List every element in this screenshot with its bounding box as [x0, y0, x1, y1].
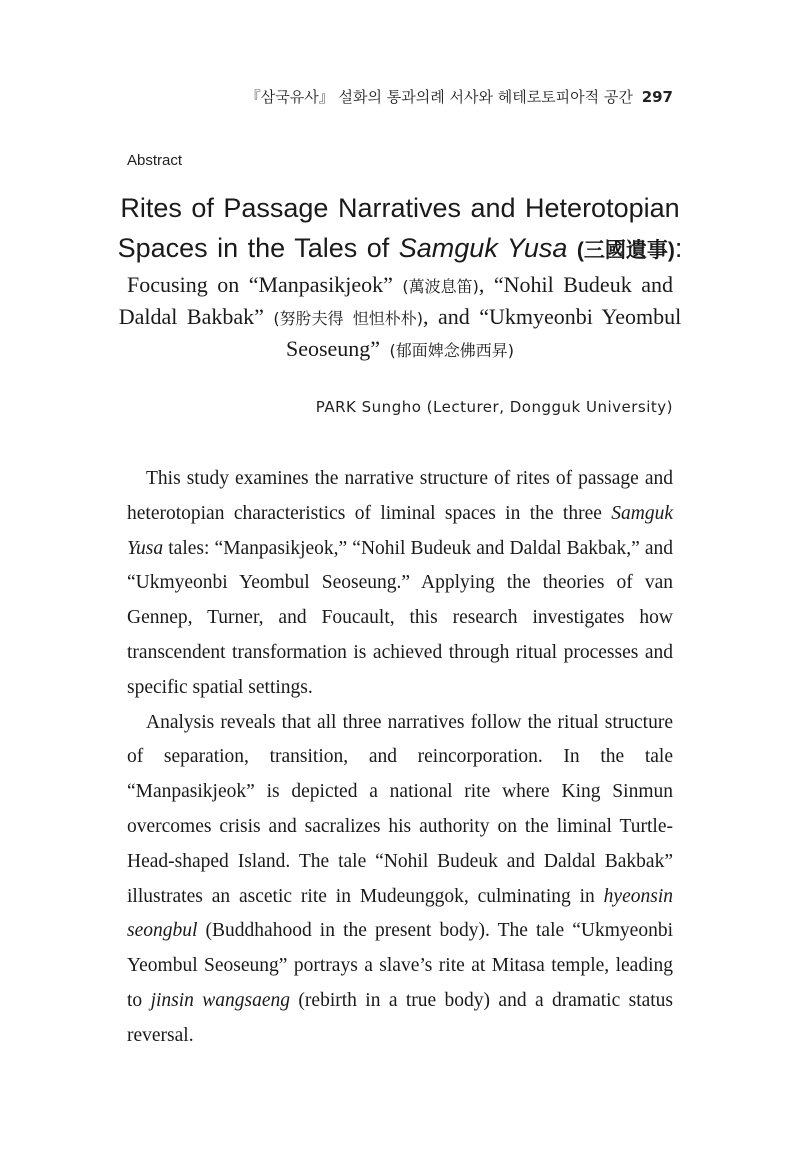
title-line-1: Rites of Passage Narratives and Heterotopian — [120, 193, 680, 223]
subtitle-cjk-c: (郁面婢念佛西昇) — [389, 341, 515, 360]
abstract-label: Abstract — [127, 152, 183, 169]
running-title: 『삼국유사』 설화의 통과의례 서사와 헤테로토피아적 공간 — [245, 88, 633, 106]
subtitle-cjk-a: (萬波息笛) — [402, 277, 479, 296]
title-colon: : — [674, 233, 683, 263]
p1-text-a: This study examines the narrative structure of rites of passage and heterotopian characteristics of liminal spaces in the three — [127, 468, 673, 524]
p2-text-b: (Buddhahood in the present body). The tale “Ukmyeonbi Yeombul Seoseung” portrays a slave’s rite at Mitasa temple, leading to — [127, 920, 673, 1011]
abstract-paragraph-2 — [127, 706, 673, 1054]
subtitle-part-c: , and “Ukmyeonbi Yeombul Seoseung” — [285, 304, 682, 361]
title-italic: Samguk Yusa — [398, 233, 568, 263]
abstract-paragraph-1 — [127, 462, 673, 706]
paper-subtitle — [110, 270, 690, 366]
subtitle-part-b: , “Nohil Budeuk and Daldal Bakbak” — [118, 272, 673, 329]
p1-text-b: tales: “Manpasikjeok,” “Nohil Budeuk and Daldal Bakbak,” and “Ukmyeonbi Yeombul Seoseung.” Applying the theories of van Gennep, Turner, and Foucault, this research investigates how transcendent transformation is achieved through ritual processes and specific spatial settings. — [127, 537, 673, 698]
subtitle-cjk-b: (努肹夫得 怛怛朴朴) — [273, 309, 423, 328]
title-cjk: (三國遺事) — [576, 239, 675, 262]
p2-italic-1: hyeonsin seongbul — [127, 885, 673, 942]
subtitle-part-a: Focusing on “Manpasikjeok” — [127, 272, 393, 297]
paper-title — [110, 188, 690, 271]
running-header — [113, 86, 673, 107]
p2-text-a: Analysis reveals that all three narratives follow the ritual structure of separation, transition, and reincorporation. In the tale “Manpasikjeok” is depicted a national rite where King Sinmun overcomes crisis and sacralizes his authority on the liminal Turtle-Head-shaped Island. The tale “Nohil Budeuk and Daldal Bakbak” illustrates an ascetic rite in Mudeunggok, culminating in — [127, 711, 673, 907]
author-line: PARK Sungho (Lecturer, Dongguk University) — [315, 398, 673, 416]
abstract-body — [127, 462, 673, 1054]
page-number: 297 — [641, 88, 673, 106]
p2-italic-2: jinsin wangsaeng — [150, 989, 291, 1011]
title-line-2 — [110, 228, 690, 271]
p2-text-c: (rebirth in a true body) and a dramatic status reversal. — [127, 989, 674, 1046]
title-line-2-text: Spaces in the Tales of — [117, 233, 399, 263]
p1-italic: Samguk Yusa — [127, 502, 673, 559]
